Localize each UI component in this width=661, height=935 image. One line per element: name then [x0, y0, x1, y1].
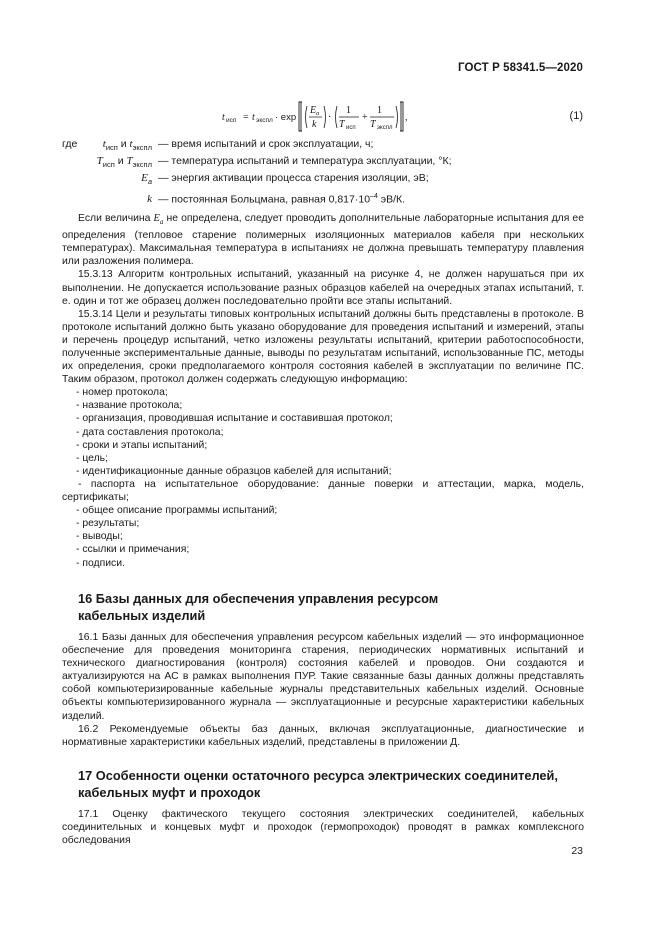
protocol-contents-list — [62, 386, 584, 569]
formula-lhs-sub: исп — [226, 117, 237, 124]
formula-trailing-comma: , — [405, 112, 408, 123]
list-item: - сроки и этапы испытаний; — [76, 439, 208, 451]
formula-exp: · exp — [275, 112, 297, 123]
list-item: - название протокола; — [76, 400, 183, 412]
formula-definitions — [62, 136, 582, 205]
paragraph-16-2: 16.2 Рекомендуемые объекты баз данных, включая эксплуатационные, диагностические и нормативные характеристики кабельных изделий, представлены в приложении Д. — [62, 723, 584, 748]
list-item: - выводы; — [76, 531, 123, 543]
formula-texpl-sub: экспл — [256, 117, 273, 124]
formula-one-b: 1 — [377, 105, 382, 116]
where-label: где — [62, 138, 78, 150]
formula-one-a: 1 — [346, 105, 351, 116]
outer-right-bracket — [400, 102, 403, 131]
list-item: - результаты; — [76, 518, 140, 530]
right-paren — [324, 106, 326, 128]
definition-row — [62, 188, 582, 205]
paragraph-15-3-13: 15.3.13 Алгоритм контрольных испытаний, указанный на рисунке 4, не должен нарушаться при их выполнении. Не допускается использование разных образцов кабелей на очередных этапах испытаний, т. е. один и тот же образец должен последовательно пройти все этапы испытаний. — [62, 269, 584, 307]
formula-T-expl: T — [370, 119, 376, 130]
formula-expression — [222, 100, 422, 134]
formula-Ea: E — [310, 105, 317, 116]
list-item: - цель; — [76, 452, 108, 464]
outer-left-bracket — [299, 102, 302, 131]
definition-text: — время испытаний и срок эксплуатации, ч; — [158, 138, 374, 150]
formula-T-isp: T — [339, 119, 345, 130]
list-item: - организация, проводившая испытание и составившая протокол; — [76, 413, 393, 425]
section-16-heading: 16 Базы данных для обеспечения управления ресурсом кабельных изделий — [78, 591, 439, 623]
list-item: - идентификационные данные образцов кабелей для испытаний; — [76, 465, 392, 477]
definition-symbol: $T_{исп}$ и $T_{экспл}$ — [96, 155, 152, 170]
page-number: 23 — [571, 845, 583, 857]
formula-equals: = — [243, 112, 249, 123]
definition-symbol: $E_a$ — [141, 172, 152, 187]
document-standard-header: ГОСТ Р 58341.5—2020 — [458, 62, 583, 74]
formula-1 — [0, 100, 661, 134]
section-16-body — [62, 631, 584, 749]
formula-k: k — [312, 119, 317, 130]
paragraph-16-1: 16.1 Базы данных для обеспечения управления ресурсом кабельных изделий — это информационное обеспечение для проведения мониторинга старения, периодических нормативных испытаний и технического диагностирования (контроля) состояния кабелей и проводов. Они создаются и актуализируются на АС в рамках выполнения ПУР. Такие связанные базы данных должны представлять собой компьютеризированные кабельные журналы представительных кабельных изделий. Основные объекты компьютеризированного журнала — эксплуатационные и ресурсные характеристики кабельных изделий. — [62, 632, 584, 722]
paragraph-ea-note: Если величина $E_a$ не определена, следует проводить дополнительные лабораторные испытания для ее определения (тепловое старение полимерных изоляционных материалов кабеля при нескольких температурах). Максимальная температура в испытаниях не должна превышать температуру плавления или разложения полимера. — [62, 213, 584, 268]
formula-plus: + — [362, 112, 368, 123]
definition-symbol: $t_{исп}$ и $t_{экспл}$ — [102, 138, 152, 153]
definition-text: — температура испытаний и температура эксплуатации, °К; — [158, 155, 452, 168]
main-text-block — [62, 212, 584, 570]
list-item: - подписи. — [76, 557, 125, 569]
list-item: - общее описание программы испытаний; — [76, 505, 278, 517]
formula-dot: · — [328, 112, 332, 123]
formula-T-expl-sub: экспл — [377, 125, 393, 131]
list-item: - дата составления протокола; — [76, 426, 224, 438]
list-item: - паспорта на испытательное оборудование: данные поверки и аттестации, марка, модель, сертификаты; — [62, 478, 584, 504]
definition-symbol: k — [147, 193, 152, 206]
formula-T-isp-sub: исп — [346, 125, 356, 131]
definition-text: — энергия активации процесса старения изоляции, эВ; — [158, 172, 429, 185]
formula-number: (1) — [569, 110, 583, 122]
list-item: - номер протокола; — [76, 387, 168, 399]
definition-row — [62, 170, 582, 187]
right-paren-2 — [396, 106, 398, 128]
formula-lhs: t — [222, 112, 225, 123]
definition-text: — постоянная Больцмана, равная $0,817\cdot 10^{-4}$ эВ/К. — [158, 192, 406, 206]
formula-Ea-sub: a — [316, 110, 320, 117]
paragraph-15-3-14: 15.3.14 Цели и результаты типовых контрольных испытаний должны быть представлены в протоколе. В протоколе испытаний должно быть указано оборудование для проведения испытаний и измерений, этапы и перечень процедур испытаний, четко изложены результаты испытаний, критерии работоспособности, полученные экспериментальные данные, выводы по результатам испытаний, использованные ПС, методы их определения, сроки предполагаемого контроля состояния кабелей в эксплуатации по величине ПС. Таким образом, протокол должен содержать следующую информацию: — [62, 308, 584, 386]
left-paren-2 — [336, 106, 338, 128]
formula-texpl: t — [252, 112, 255, 123]
paragraph-17-1: 17.1 Оценку фактического текущего состояния электрических соединителей, кабельных соединительных и концевых муфт и проходок (гермопроходок) проводят в рамках комплексного обследования — [62, 809, 584, 847]
left-paren — [306, 106, 308, 128]
section-17-body — [62, 808, 584, 847]
definition-row — [62, 153, 582, 170]
definition-row — [62, 136, 582, 153]
section-17-heading: 17 Особенности оценки остаточного ресурса электрических соединителей, кабельных муфт и проходок — [78, 768, 558, 800]
list-item: - ссылки и примечания; — [76, 544, 190, 556]
